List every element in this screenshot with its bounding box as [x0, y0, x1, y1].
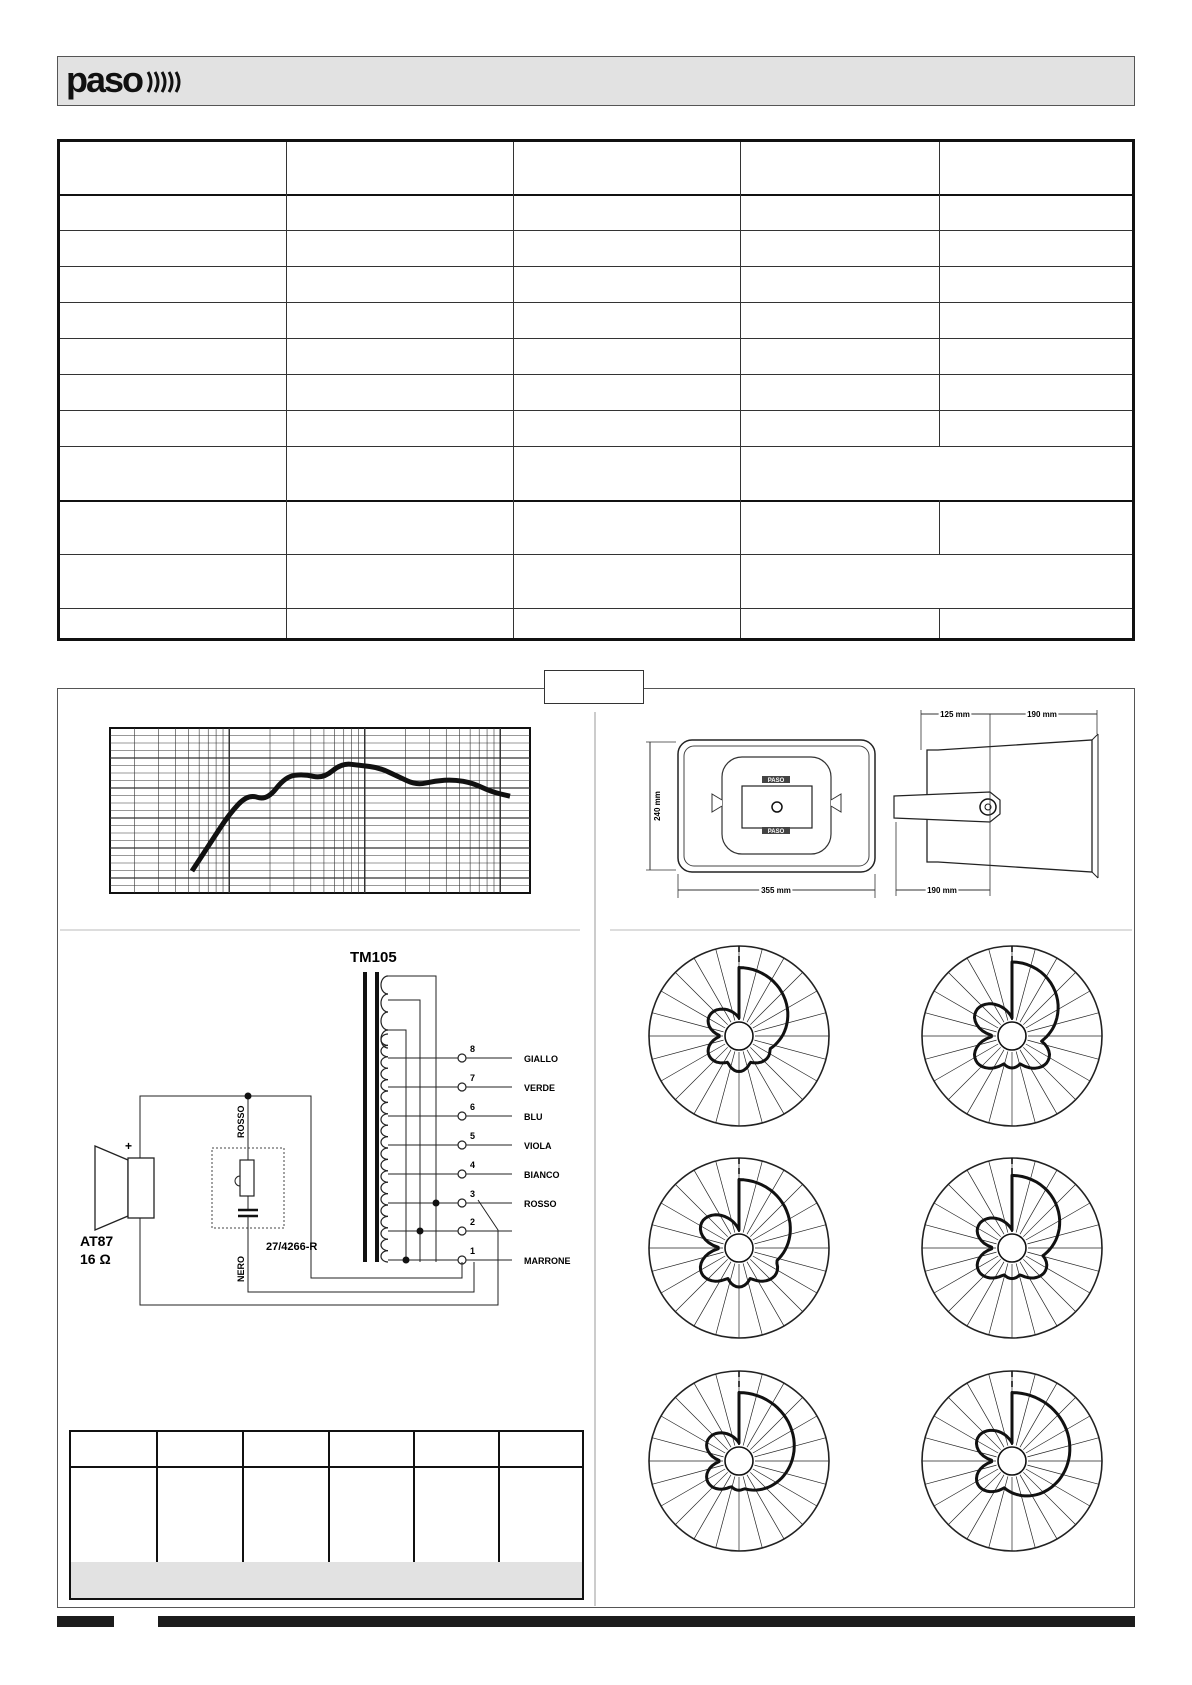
horn-rim [1092, 872, 1098, 878]
depth-front-label: 125 mm [940, 710, 970, 719]
speaker-model-label: AT87 [80, 1233, 114, 1249]
polar-center [998, 1447, 1026, 1475]
coil-loop [381, 1216, 388, 1227]
polar-center [998, 1234, 1026, 1262]
tap-terminal [458, 1170, 466, 1178]
coil-loop [381, 994, 388, 1012]
side-view-drawing [894, 710, 1098, 896]
table-header-rule [71, 1466, 582, 1468]
wire-return [140, 1200, 498, 1305]
junction-dot [417, 1228, 424, 1235]
table-col-divider [328, 1432, 330, 1563]
junction-dot [245, 1093, 252, 1100]
wiring-diagram [80, 949, 571, 1305]
tap-number: 6 [470, 1102, 476, 1112]
coil-loop [381, 1171, 388, 1182]
table-col-divider [413, 1432, 415, 1563]
badge-top-text: PASO [767, 778, 785, 784]
speaker-magnet [128, 1158, 154, 1218]
coil-loop [381, 1159, 388, 1170]
primary-lead [388, 976, 436, 1262]
coil-loop [381, 1091, 388, 1102]
coil-loop [381, 1012, 388, 1030]
transformer-label: TM105 [350, 949, 397, 966]
table-col-divider [498, 1432, 500, 1563]
polar-plot [922, 1158, 1102, 1338]
tap-terminal [458, 1054, 466, 1062]
resistor-mark [235, 1176, 240, 1186]
tap-color-label: BLU [524, 1112, 543, 1122]
transformer-coils [381, 976, 436, 1262]
transformer-taps [388, 1044, 571, 1266]
tap-color-label: GIALLO [524, 1054, 558, 1064]
polar-plot [649, 946, 829, 1126]
width-dimension-label: 355 mm [761, 886, 791, 895]
polar-center [725, 1447, 753, 1475]
polar-center [998, 1022, 1026, 1050]
coil-loop [381, 1057, 388, 1068]
polar-plot [922, 946, 1102, 1126]
table-col-divider [242, 1432, 244, 1563]
coil-loop [381, 1080, 388, 1091]
tap-color-label: VIOLA [524, 1141, 552, 1151]
table-col-divider [156, 1432, 158, 1563]
height-dimension-label: 240 mm [653, 791, 662, 821]
footer-bar [158, 1616, 1135, 1627]
coil-loop [381, 1148, 388, 1159]
front-view-drawing [646, 740, 875, 898]
tap-number: 2 [470, 1217, 476, 1227]
coil-loop [381, 1194, 388, 1205]
brand-logo: paso [66, 59, 143, 100]
bottom-table-footer [71, 1562, 582, 1598]
tap-terminal [458, 1227, 466, 1235]
coil-loop [381, 1239, 388, 1250]
coil-loop [381, 1182, 388, 1193]
coil-loop [381, 1137, 388, 1148]
polar-center [725, 1022, 753, 1050]
footer-bar [57, 1616, 114, 1627]
junction-dot [403, 1257, 410, 1264]
tap-number: 4 [470, 1160, 476, 1170]
component-code-label: 27/4266-R [266, 1241, 318, 1253]
tap-number: 7 [470, 1073, 476, 1083]
coil-loop [381, 1228, 388, 1239]
wire-black [248, 1216, 474, 1292]
tap-color-label: VERDE [524, 1083, 556, 1093]
coil-loop [381, 1251, 388, 1262]
depth-back-label: 190 mm [1027, 710, 1057, 719]
tap-color-label: MARRONE [524, 1256, 571, 1266]
tap-terminal [458, 1112, 466, 1120]
coil-loop [381, 976, 388, 994]
polar-plot [922, 1371, 1102, 1551]
tap-terminal [458, 1083, 466, 1091]
coil-loop [381, 1205, 388, 1216]
polar-plot [649, 1158, 829, 1338]
tap-terminal [458, 1141, 466, 1149]
tap-color-label: ROSSO [524, 1199, 557, 1209]
polar-center [725, 1234, 753, 1262]
tap-number: 5 [470, 1131, 476, 1141]
wire-red-label: ROSSO [236, 1105, 246, 1138]
polar-plot [649, 1371, 829, 1551]
coil-loop [381, 1068, 388, 1079]
primary-lead [388, 1000, 420, 1262]
polar-plots [649, 946, 1102, 1551]
coil-loop [381, 1114, 388, 1125]
badge-bottom-text: PASO [767, 829, 785, 835]
tap-terminal [458, 1199, 466, 1207]
speaker-cone [95, 1146, 128, 1230]
tap-color-label: BIANCO [524, 1170, 560, 1180]
center-bolt-icon [772, 802, 782, 812]
wire-black-label: NERO [236, 1255, 246, 1282]
frequency-chart [110, 728, 530, 893]
resistor [240, 1160, 254, 1196]
tap-number: 1 [470, 1246, 476, 1256]
speaker-impedance-label: 16 Ω [80, 1251, 111, 1267]
depth-bottom-label: 190 mm [927, 886, 957, 895]
plus-sign: + [125, 1139, 133, 1153]
horn-rim [1092, 734, 1098, 740]
primary-lead [388, 1030, 406, 1262]
coil-loop [381, 1125, 388, 1136]
tap-number: 3 [470, 1189, 476, 1199]
junction-dot [433, 1200, 440, 1207]
tap-number: 8 [470, 1044, 476, 1054]
coil-loop [381, 1102, 388, 1113]
